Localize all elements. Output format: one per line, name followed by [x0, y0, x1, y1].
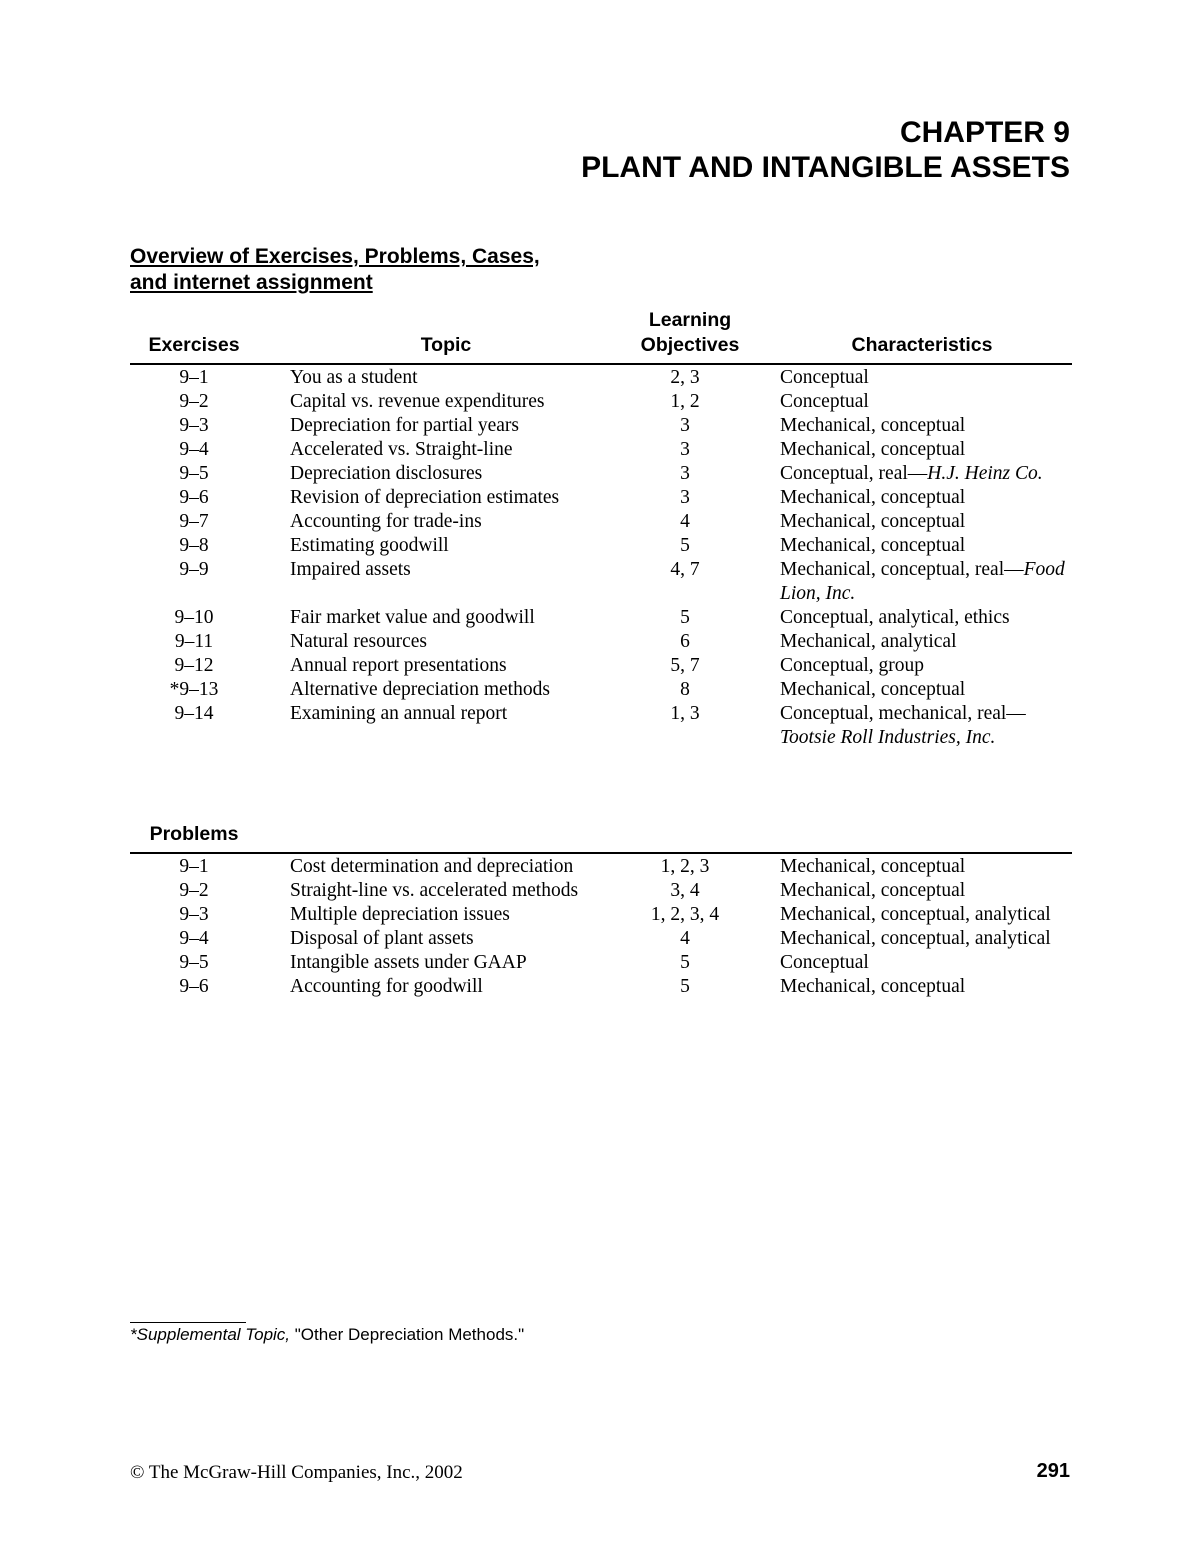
row-learning-objectives: 4	[680, 511, 690, 532]
table-row	[130, 678, 1072, 702]
table-row	[130, 390, 1072, 414]
table-row	[130, 702, 1072, 750]
row-topic: Accelerated vs. Straight-line	[290, 439, 513, 460]
characteristics-text: Mechanical, conceptual, analytical	[780, 904, 1051, 925]
table-row	[130, 438, 1072, 462]
row-number: 9–3	[179, 415, 209, 436]
row-topic: Straight-line vs. accelerated methods	[290, 880, 579, 901]
characteristics-text: Conceptual, group	[780, 655, 925, 676]
row-number: 9–7	[179, 511, 209, 532]
row-characteristics	[780, 654, 1070, 678]
row-number: *9–13	[169, 679, 219, 700]
row-number: 9–14	[174, 703, 214, 724]
row-characteristics	[780, 879, 1070, 903]
footnote	[130, 1324, 524, 1346]
row-number: 9–12	[174, 655, 214, 676]
table-row	[130, 414, 1072, 438]
characteristics-company: Tootsie Roll Industries, Inc.	[780, 727, 996, 748]
row-topic: You as a student	[290, 367, 418, 388]
row-learning-objectives: 3, 4	[670, 880, 700, 901]
learning-objectives-column-header	[620, 308, 760, 358]
table-row	[130, 366, 1072, 390]
table-row	[130, 654, 1072, 678]
row-learning-objectives: 4	[680, 928, 690, 949]
row-number: 9–5	[179, 952, 209, 973]
table-row	[130, 879, 1072, 903]
row-topic: Depreciation disclosures	[290, 463, 483, 484]
row-learning-objectives: 3	[680, 487, 690, 508]
row-topic: Impaired assets	[290, 559, 411, 580]
row-characteristics	[780, 975, 1070, 999]
row-number: 9–9	[179, 559, 209, 580]
characteristics-company: H.J. Heinz Co.	[927, 463, 1043, 484]
row-learning-objectives: 5	[680, 607, 690, 628]
overview-heading-line1: Overview of Exercises, Problems, Cases,	[130, 245, 540, 268]
row-learning-objectives: 4, 7	[670, 559, 700, 580]
row-number: 9–6	[179, 487, 209, 508]
table-row	[130, 975, 1072, 999]
table-row	[130, 630, 1072, 654]
row-learning-objectives: 6	[680, 631, 690, 652]
row-learning-objectives: 3	[680, 439, 690, 460]
row-number: 9–10	[174, 607, 214, 628]
overview-heading-line2: and internet assignment	[130, 271, 373, 294]
characteristics-text: Conceptual, real—	[780, 463, 928, 484]
row-topic: Capital vs. revenue expenditures	[290, 391, 545, 412]
table-row	[130, 927, 1072, 951]
row-characteristics	[780, 951, 1070, 975]
row-learning-objectives: 1, 3	[670, 703, 700, 724]
row-topic: Estimating goodwill	[290, 535, 449, 556]
chapter-title: PLANT AND INTANGIBLE ASSETS	[581, 151, 1070, 184]
row-learning-objectives: 3	[680, 463, 690, 484]
row-number: 9–5	[179, 463, 209, 484]
copyright: © The McGraw-Hill Companies, Inc., 2002	[130, 1462, 463, 1483]
learning-header-line2: Objectives	[640, 334, 740, 356]
row-topic: Intangible assets under GAAP	[290, 952, 527, 973]
exercises-header-rule	[130, 363, 1072, 365]
characteristics-company: Food Lion, Inc.	[780, 559, 1065, 604]
row-characteristics	[780, 510, 1070, 534]
row-number: 9–3	[179, 904, 209, 925]
row-topic: Natural resources	[290, 631, 427, 652]
row-learning-objectives: 5, 7	[670, 655, 700, 676]
row-topic: Multiple depreciation issues	[290, 904, 510, 925]
row-characteristics	[780, 855, 1070, 879]
row-characteristics	[780, 606, 1070, 630]
characteristics-text: Mechanical, conceptual	[780, 679, 966, 700]
characteristics-text: Mechanical, conceptual	[780, 439, 966, 460]
table-row	[130, 951, 1072, 975]
exercises-table	[130, 366, 1072, 750]
row-learning-objectives: 1, 2, 3, 4	[650, 904, 720, 925]
row-topic: Accounting for goodwill	[290, 976, 483, 997]
footnote-marker: *Supplemental Topic,	[130, 1325, 291, 1344]
row-topic: Fair market value and goodwill	[290, 607, 535, 628]
row-learning-objectives: 5	[680, 976, 690, 997]
table-row	[130, 510, 1072, 534]
chapter-title-block	[581, 115, 1070, 185]
row-characteristics	[780, 414, 1070, 438]
row-topic: Examining an annual report	[290, 703, 508, 724]
characteristics-text: Conceptual, analytical, ethics	[780, 607, 1010, 628]
row-characteristics	[780, 702, 1070, 750]
characteristics-text: Mechanical, conceptual	[780, 415, 966, 436]
row-topic: Cost determination and depreciation	[290, 856, 574, 877]
row-number: 9–2	[179, 880, 209, 901]
characteristics-text: Mechanical, conceptual	[780, 535, 966, 556]
row-characteristics	[780, 630, 1070, 654]
row-learning-objectives: 1, 2	[670, 391, 700, 412]
row-number: 9–2	[179, 391, 209, 412]
table-row	[130, 558, 1072, 606]
row-characteristics	[780, 438, 1070, 462]
characteristics-text: Mechanical, conceptual	[780, 856, 966, 877]
row-number: 9–1	[179, 856, 209, 877]
problems-table	[130, 855, 1072, 999]
characteristics-text: Conceptual, mechanical, real—	[780, 703, 1026, 724]
row-topic: Depreciation for partial years	[290, 415, 520, 436]
characteristics-text: Mechanical, conceptual, analytical	[780, 928, 1051, 949]
footnote-rule	[130, 1322, 246, 1323]
row-characteristics	[780, 462, 1070, 486]
row-number: 9–1	[179, 367, 209, 388]
row-characteristics	[780, 534, 1070, 558]
row-topic: Disposal of plant assets	[290, 928, 474, 949]
row-characteristics	[780, 903, 1070, 927]
characteristics-text: Mechanical, conceptual	[780, 880, 966, 901]
row-topic: Accounting for trade-ins	[290, 511, 482, 532]
row-number: 9–4	[179, 439, 209, 460]
learning-header-line1: Learning	[648, 309, 732, 331]
table-row	[130, 534, 1072, 558]
footnote-text: "Other Depreciation Methods."	[290, 1325, 525, 1344]
problems-column-header: Problems	[149, 823, 239, 845]
row-number: 9–4	[179, 928, 209, 949]
characteristics-text: Conceptual	[780, 391, 869, 412]
row-number: 9–8	[179, 535, 209, 556]
chapter-number: CHAPTER 9	[899, 116, 1070, 149]
row-learning-objectives: 2, 3	[670, 367, 700, 388]
page-number: 291	[1036, 1460, 1070, 1482]
row-learning-objectives: 5	[680, 535, 690, 556]
row-characteristics	[780, 390, 1070, 414]
problems-header-rule	[130, 852, 1072, 854]
row-characteristics	[780, 558, 1070, 606]
row-learning-objectives: 8	[680, 679, 690, 700]
row-topic: Revision of depreciation estimates	[290, 487, 560, 508]
table-row	[130, 903, 1072, 927]
characteristics-text: Mechanical, analytical	[780, 631, 957, 652]
row-characteristics	[780, 486, 1070, 510]
overview-heading	[130, 244, 540, 296]
characteristics-text: Mechanical, conceptual	[780, 511, 966, 532]
table-row	[130, 855, 1072, 879]
characteristics-text: Conceptual	[780, 952, 869, 973]
row-characteristics	[780, 927, 1070, 951]
row-topic: Annual report presentations	[290, 655, 507, 676]
row-characteristics	[780, 678, 1070, 702]
characteristics-text: Mechanical, conceptual, real—	[780, 559, 1024, 580]
topic-column-header: Topic	[420, 334, 472, 356]
row-learning-objectives: 1, 2, 3	[660, 856, 710, 877]
characteristics-text: Mechanical, conceptual	[780, 976, 966, 997]
table-row	[130, 462, 1072, 486]
table-row	[130, 606, 1072, 630]
row-characteristics	[780, 366, 1070, 390]
row-number: 9–11	[174, 631, 214, 652]
characteristics-text: Mechanical, conceptual	[780, 487, 966, 508]
characteristics-column-header: Characteristics	[851, 334, 993, 356]
characteristics-text: Conceptual	[780, 367, 869, 388]
row-learning-objectives: 5	[680, 952, 690, 973]
row-learning-objectives: 3	[680, 415, 690, 436]
exercises-column-header: Exercises	[148, 334, 240, 356]
table-row	[130, 486, 1072, 510]
row-number: 9–6	[179, 976, 209, 997]
row-topic: Alternative depreciation methods	[290, 679, 550, 700]
